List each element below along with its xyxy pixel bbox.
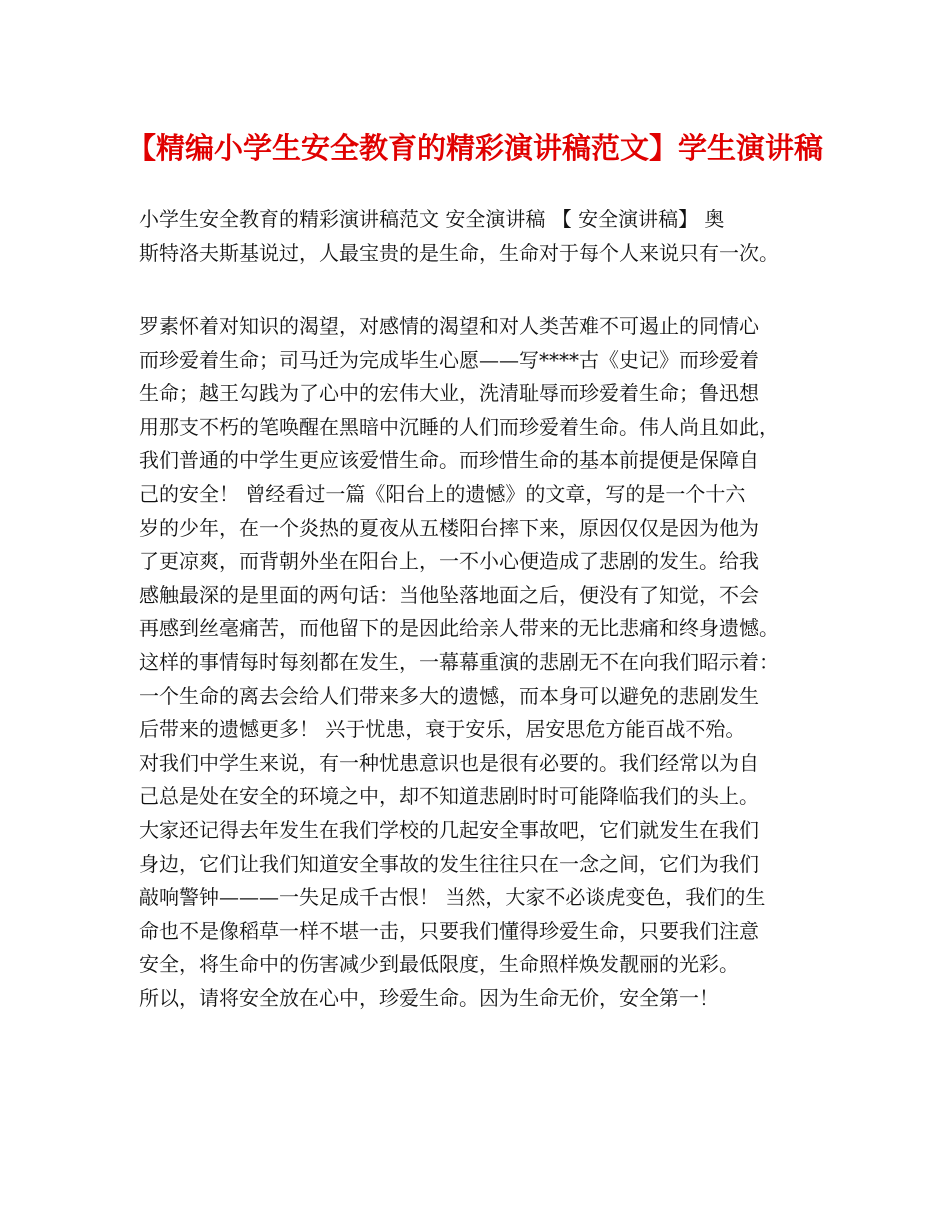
body-line: 己总是处在安全的环境之中，却不知道悲剧时时可能降临我们的头上。 [139,784,759,809]
body-line: 大家还记得去年发生在我们学校的几起安全事故吧，它们就发生在我们 [139,817,759,842]
intro-line: 斯特洛夫斯基说过，人最宝贵的是生命，生命对于每个人来说只有一次。 [139,240,779,265]
intro-line: 小学生安全教育的精彩演讲稿范文 安全演讲稿 【 安全演讲稿】 奥 [139,207,725,231]
main-paragraph [139,310,829,1015]
body-line: 一个生命的离去会给人们带来多大的遗憾，而本身可以避免的悲剧发生 [139,683,759,708]
body-line: 感触最深的是里面的两句话：当他坠落地面之后，便没有了知觉，不会 [139,582,759,607]
document-title: 【精编小学生安全教育的精彩演讲稿范文】学生演讲稿 [126,131,823,165]
body-line: 敲响警钟———一失足成千古恨！ 当然，大家不必谈虎变色，我们的生 [139,885,766,910]
body-line: 对我们中学生来说，有一种忧患意识也是很有必要的。我们经常以为自 [139,750,759,775]
intro-paragraph [139,203,829,270]
body-line: 生命；越王勾践为了心中的宏伟大业，洗清耻辱而珍爱着生命；鲁迅想 [139,381,759,406]
body-line: 而珍爱着生命；司马迁为完成毕生心愿——写****古《史记》而珍爱着 [139,347,759,372]
body-line: 安全，将生命中的伤害减少到最低限度，生命照样焕发靓丽的光彩。 [139,952,739,977]
body-line: 后带来的遗憾更多！ 兴于忧患，衰于安乐，居安思危方能百战不殆。 [139,717,746,742]
body-line: 罗素怀着对知识的渴望，对感情的渴望和对人类苦难不可遏止的同情心 [139,314,759,338]
body-line: 己的安全！ 曾经看过一篇《阳台上的遗憾》的文章，写的是一个十六 [139,481,746,506]
body-line: 我们普通的中学生更应该爱惜生命。而珍惜生命的基本前提便是保障自 [139,448,759,473]
body-line: 了更凉爽，而背朝外坐在阳台上，一不小心便造成了悲剧的发生。给我 [139,549,759,574]
body-line: 用那支不朽的笔唤醒在黑暗中沉睡的人们而珍爱着生命。伟人尚且如此， [139,414,779,439]
body-line: 再感到丝毫痛苦，而他留下的是因此给亲人带来的无比悲痛和终身遗憾。 [139,616,779,641]
body-line: 岁的少年，在一个炎热的夏夜从五楼阳台摔下来，原因仅仅是因为他为 [139,515,759,540]
body-line: 身边，它们让我们知道安全事故的发生往往只在一念之间，它们为我们 [139,851,759,876]
body-line: 所以，请将安全放在心中，珍爱生命。因为生命无价，安全第一！ [139,985,719,1010]
body-line: 这样的事情每时每刻都在发生，一幕幕重演的悲剧无不在向我们昭示着： [139,649,779,674]
body-line: 命也不是像稻草一样不堪一击，只要我们懂得珍爱生命，只要我们注意 [139,918,759,943]
